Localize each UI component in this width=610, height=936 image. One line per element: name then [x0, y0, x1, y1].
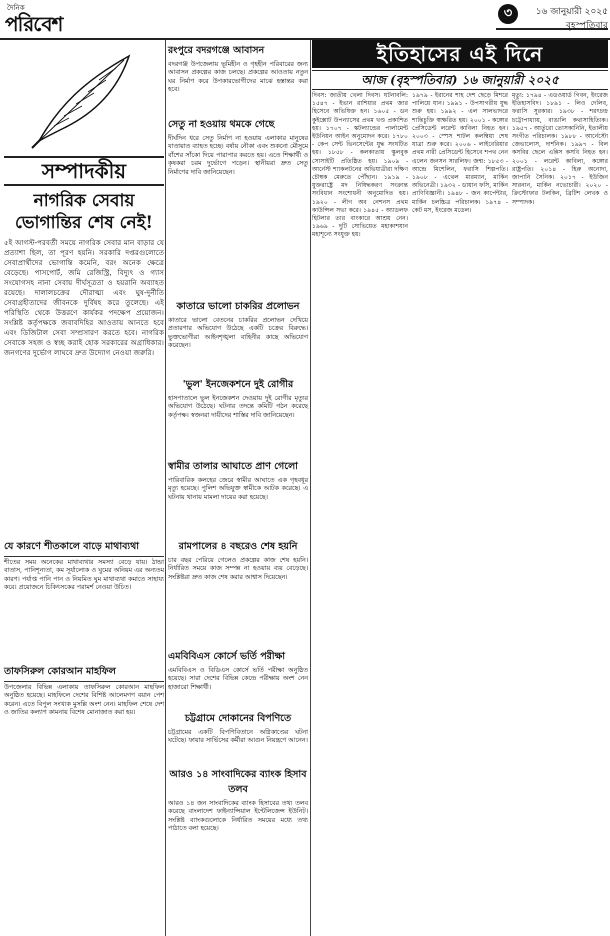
story-block	[168, 540, 308, 582]
story-headline: চট্টগ্রামে দোকানের বিপণিতে	[184, 713, 292, 724]
story-block	[168, 378, 308, 420]
story-body: চট্টগ্রামের একটি বিপণিবিতানে অগ্নিকাণ্ডের ঘটনা ঘটেছে। ফায়ার সার্ভিসের কর্মীরা আগুন নিয়ন্ত্রণে আনেন।	[168, 729, 308, 745]
page-number: ৩	[498, 4, 518, 24]
story-headline: এমবিবিএস কোর্সে ভর্তি পরীক্ষা	[168, 651, 286, 662]
logo-text: পরিবেশ	[5, 12, 63, 36]
logo-small-text: দৈনিক	[7, 4, 25, 12]
history-subtitle: আজ (বৃহস্পতিবার) ১৬ জানুয়ারী ২০২৫	[312, 70, 608, 90]
story-headline: সেতু না হওয়ায় থমকে গেছে	[168, 119, 275, 130]
history-column-2: ১৯৭৯ - ইরানের শাহ দেশ ছেড়ে মিশরে পালিয়ে যান। ১৯৯১ - উপসাগরীয় যুদ্ধ শুরু হয়। ১৯৯২ - এল সালভাদরে শান্তিচুক্তি স্বাক্ষরিত হয়। ২০০১ - কঙ্গোর প্রেসিডেন্ট লরেন্ট কাবিলা নিহত হন। ২০০৩ - স্পেস শাটল কলম্বিয়া শেষ যাত্রা শুরু করে। ২০০৬ - লাইবেরিয়ার প্রথম নারী প্রেসিডেন্ট হিসেবে শপথ নেন এলেন জনসন সারলিফ। জন্ম: ১৮৫৩ - আন্দ্রে মিশেলিন, ফরাসি শিল্পপতি। ১৯০৮ - এথেল মারম্যান, মার্কিন অভিনেত্রী। ১৯৩২ - ডায়ান ফসি, মার্কিন প্রাণিবিজ্ঞানী। ১৯৪৮ - জন কার্পেন্টার, মার্কিন চলচ্চিত্র পরিচালক। ১৯৭৪ - কেট মস, ইংরেজ মডেল।	[412, 92, 508, 214]
story-body: শীতের সময় অনেকের মাথাব্যথার সমস্যা বেড়ে যায়। ঠান্ডা বাতাস, পানিশূন্যতা, কম সূর্যালোক ও ঘুমের অনিয়ম এর অন্যতম কারণ। পর্যাপ্ত পানি পান ও নিয়মিত ঘুম মাথাব্যথা কমাতে সাহায্য করে। প্রয়োজনে চিকিৎসকের পরামর্শ নেওয়া উচিত।	[4, 559, 164, 592]
story-headline: রামপালের ৪ বছরেও শেষ হয়নি	[178, 541, 298, 552]
story-block	[168, 768, 308, 834]
column-divider	[310, 40, 311, 936]
story-body: আরও ১৪ জন সাংবাদিকের ব্যাংক হিসাবের তথ্য তলব করেছে বাংলাদেশ ফাইন্যান্সিয়াল ইন্টেলিজেন্স ইউনিট। সংশ্লিষ্ট ব্যাংকগুলোকে নির্ধারিত সময়ের মধ্যে তথ্য পাঠাতে বলা হয়েছে।	[168, 800, 308, 833]
story-headline: তাফসিরুল কোরআন মাহফিল	[4, 665, 164, 682]
story-headline: 'ভুল' ইনজেকশনে দুই রোগীর	[182, 379, 294, 390]
quill-icon	[24, 46, 144, 156]
story-block	[4, 540, 164, 593]
issue-weekday: বৃহস্পতিবার	[566, 21, 608, 31]
story-headline: আরও ১৪ সাংবাদিকের ব্যাংক হিসাব তলব	[169, 769, 307, 795]
story-block	[168, 300, 308, 351]
story-body: হাসপাতালে ভুল ইনজেকশন দেওয়ায় দুই রোগীর মৃত্যুর অভিযোগ উঠেছে। ঘটনার তদন্তে কমিটি গঠন করেছে কর্তৃপক্ষ। স্বজনরা দায়ীদের শাস্তির দাবি জানিয়েছেন।	[168, 395, 308, 419]
story-block	[168, 712, 308, 746]
story-headline: যে কারণে শীতকালে বাড়ে মাথাব্যথা	[4, 540, 164, 557]
editorial-headline: নাগরিক সেবায় ভোগান্তির শেষ নেই!	[14, 191, 153, 233]
story-body: চার বছর পেরিয়ে গেলেও প্রকল্পের কাজ শেষ হয়নি। নির্ধারিত সময়ে কাজ সম্পন্ন না হওয়ায় ব্যয় বেড়েছে। সংশ্লিষ্টরা দ্রুত কাজ শেষ করার আশ্বাস দিয়েছেন।	[168, 557, 308, 581]
story-block	[168, 460, 308, 502]
story-body: কাতারে ভালো বেতনের চাকরির প্রলোভন দেখিয়ে প্রতারণার অভিযোগ উঠেছে একটি চক্রের বিরুদ্ধে। ভুক্তভোগীরা আইনশৃঙ্খলা বাহিনীর কাছে অভিযোগ করেছেন।	[168, 317, 308, 350]
story-body: পারিবারিক কলহের জেরে স্বামীর আঘাতে এক গৃহবধূর মৃত্যু হয়েছে। পুলিশ অভিযুক্ত স্বামীকে আটক করেছে। এ ঘটনায় থানায় মামলা দায়ের করা হয়েছে।	[168, 477, 308, 501]
story-headline: কাতারে ভালো চাকরির প্রলোভন	[176, 301, 300, 312]
story-block	[4, 665, 164, 718]
story-body: বদরগঞ্জ উপজেলায় ভূমিহীন ও গৃহহীন পরিবারের জন্য আবাসন প্রকল্পের কাজ চলছে। প্রকল্পের আওতায় নতুন ঘর নির্মাণ করে উপকারভোগীদের মাঝে হস্তান্তর করা হবে।	[168, 61, 308, 94]
story-body: দীর্ঘদিন ধরে সেতু নির্মাণ না হওয়ায় এলাকার মানুষের যাতায়াত ব্যাহত হচ্ছে। বর্ষায় নৌকা এবং শুকনো মৌসুমে বাঁশের সাঁকো দিয়ে পারাপার করতে হয়। এতে শিক্ষার্থী ও কৃষকরা চরম দুর্ভোগে পড়েন। স্থানীয়রা দ্রুত সেতু নির্মাণের দাবি জানিয়েছেন।	[168, 135, 308, 176]
story-block	[168, 650, 308, 692]
column-divider	[165, 40, 166, 936]
history-column-3: মৃত্যু: ১৭৯৪ - এডওয়ার্ড গিবন, ইংরেজ ইতিহাসবিদ। ১৮৯১ - লিও দেলিব, ফরাসি সুরকার। ১৯৩৮ - শরৎচন্দ্র চট্টোপাধ্যায়, বাঙালি কথাসাহিত্যিক। ১৯৫৭ - আর্তুরো তোসকানিনি, ইতালীয় সংগীত পরিচালক। ১৯৮৮ - আর্নেস্টো জেভালোস, দার্শনিক। ১৯৯৭ - বিল কসবির ছেলে এন্নিস কসবি নিহত হন। ২০০১ - লরেন্ট কাবিলা, কঙ্গোর রাষ্ট্রপতি। ২০১৪ - হিরু অনোদা, জাপানি সৈনিক। ২০১৭ - ইউজিন সারনান, মার্কিন নভোচারী। ২০২০ - ক্রিস্টোফার টলকিন, ব্রিটিশ লেখক ও সম্পাদক।	[512, 92, 608, 206]
story-headline: স্বামীর তালার আঘাতে প্রাণ গেলো	[168, 461, 298, 472]
story-block	[168, 118, 308, 177]
story-block	[168, 44, 308, 95]
masthead	[0, 0, 610, 40]
story-body: উপজেলার বিভিন্ন এলাকায় তাফসিরুল কোরআন মাহফিল অনুষ্ঠিত হয়েছে। মাহফিলে দেশের বিশিষ্ট আলেমগণ বয়ান পেশ করেন। এতে বিপুল সংখ্যক মুসল্লি অংশ নেন। মাহফিল শেষে দেশ ও জাতির কল্যাণ কামনায় বিশেষ মোনাজাত করা হয়।	[4, 684, 164, 717]
history-column-1: দিবস: জাতীয় খেলা দিবস। ঘটনাবলি: ১৫৪৭ - ইভান রাশিয়ার প্রথম জার হিসেবে অভিষিক্ত হন। ১৬০৫ - ডন কুইক্সোট উপন্যাসের প্রথম খণ্ড প্রকাশিত হয়। ১৭০৭ - স্কটল্যান্ডের পার্লামেন্ট ইউনিয়ন আইন অনুমোদন করে। ১৭৮০ - কেপ সেন্ট ভিনসেন্টের যুদ্ধ সংঘটিত হয়। ১৮৫৮ - কলকাতায় স্কুলবুক সোসাইটি প্রতিষ্ঠিত হয়। ১৯০৯ - আর্নেস্ট শ্যাকলটনের অভিযাত্রীরা দক্ষিণ চৌম্বক মেরুতে পৌঁছান। ১৯১৯ - যুক্তরাষ্ট্রে মদ নিষিদ্ধকরণ সংক্রান্ত সংবিধান সংশোধনী অনুমোদিত হয়। ১৯২০ - লীগ অব নেশনস প্রথম কাউন্সিল সভা করে। ১৯৪৫ - অ্যাডলফ হিটলার তার বাংকারে আশ্রয় নেন। ১৯৬৯ - দুটি সোভিয়েত মহাকাশযান মহাশূন্যে সংযুক্ত হয়।	[312, 92, 408, 239]
editorial-body: ৫ই আগস্ট-পরবর্তী সময়ে নাগরিক সেবার মান বাড়ার যে প্রত্যাশা ছিল, তা পূরণ হয়নি। সরকারি দপ্তরগুলোতে সেবাপ্রার্থীদের ভোগান্তি কমেনি, বরং অনেক ক্ষেত্রে বেড়েছে। পাসপোর্ট, জমি রেজিস্ট্রি, বিদ্যুৎ ও গ্যাস সংযোগসহ নানা সেবায় দীর্ঘসূত্রতা ও হয়রানি অব্যাহত রয়েছে। দালালচক্রের দৌরাত্ম্য এবং ঘুষ-দুর্নীতি সেবাগ্রহীতাদের জীবনকে দুর্বিষহ করে তুলেছে। এই পরিস্থিতি থেকে উত্তরণে কার্যকর পদক্ষেপ প্রয়োজন। সংশ্লিষ্ট কর্তৃপক্ষকে জবাবদিহির আওতায় আনতে হবে এবং ডিজিটাল সেবা সম্প্রসারণ করতে হবে। নাগরিক সেবাকে সহজ ও স্বচ্ছ করাই হোক সরকারের অগ্রাধিকার। জনগণের দুর্ভোগ লাঘবে দ্রুত উদ্যোগ নেওয়া জরুরি।	[4, 238, 164, 357]
story-body: এমবিবিএস ও বিডিএস কোর্সে ভর্তি পরীক্ষা অনুষ্ঠিত হয়েছে। সারা দেশের বিভিন্ন কেন্দ্রে পরীক্ষায় অংশ নেন হাজারো শিক্ষার্থী।	[168, 667, 308, 691]
story-headline: রংপুরে বদরগঞ্জে আবাসন	[168, 45, 265, 56]
history-section	[312, 40, 608, 936]
newspaper-logo	[4, 2, 63, 36]
editorial-column	[4, 40, 164, 936]
editorial-title: সম্পাদকীয়	[4, 156, 164, 186]
history-banner: ইতিহাসের এই দিনে	[312, 40, 608, 68]
issue-date: ১৬ জানুয়ারী ২০২৫	[535, 7, 608, 17]
